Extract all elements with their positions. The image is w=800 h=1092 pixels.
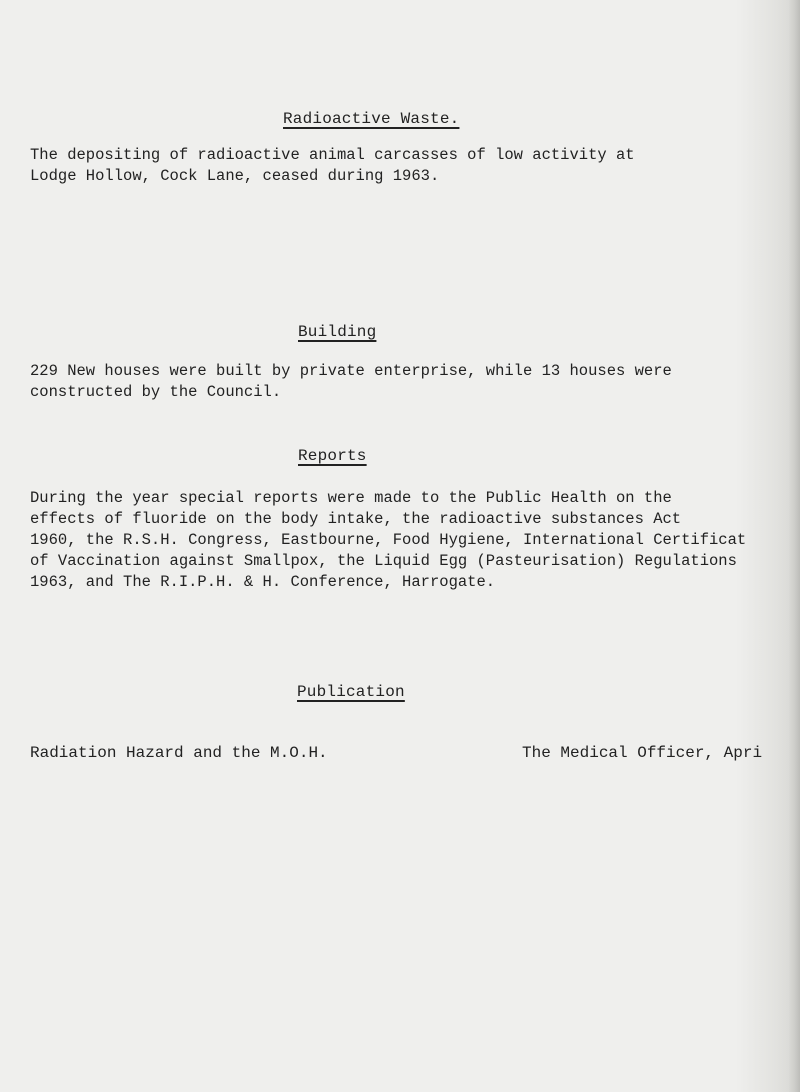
publication-source: The Medical Officer, Apri	[522, 744, 763, 762]
paragraph-line: During the year special reports were made to the Public Health on the	[30, 489, 672, 507]
paragraph-line: 229 New houses were built by private enterprise, while 13 houses were	[30, 362, 672, 380]
radioactive-waste-paragraph	[30, 145, 770, 187]
building-paragraph	[30, 361, 770, 403]
publication-title: Radiation Hazard and the M.O.H.	[30, 744, 328, 762]
paragraph-line: constructed by the Council.	[30, 383, 282, 401]
paragraph-line: effects of fluoride on the body intake, the radioactive substances Act	[30, 510, 682, 528]
radioactive-waste-heading: Radioactive Waste.	[283, 110, 460, 128]
reports-heading: Reports	[298, 447, 367, 465]
paragraph-line: of Vaccination against Smallpox, the Liquid Egg (Pasteurisation) Regulations	[30, 552, 737, 570]
building-heading: Building	[298, 323, 377, 341]
publication-heading: Publication	[297, 683, 405, 701]
paragraph-line: 1960, the R.S.H. Congress, Eastbourne, Food Hygiene, International Certificat	[30, 531, 747, 549]
page-edge-shadow	[788, 0, 800, 1092]
paragraph-line: 1963, and The R.I.P.H. & H. Conference, Harrogate.	[30, 573, 496, 591]
reports-paragraph	[30, 488, 770, 593]
paragraph-line: The depositing of radioactive animal carcasses of low activity at	[30, 146, 635, 164]
paragraph-line: Lodge Hollow, Cock Lane, ceased during 1963.	[30, 167, 440, 185]
